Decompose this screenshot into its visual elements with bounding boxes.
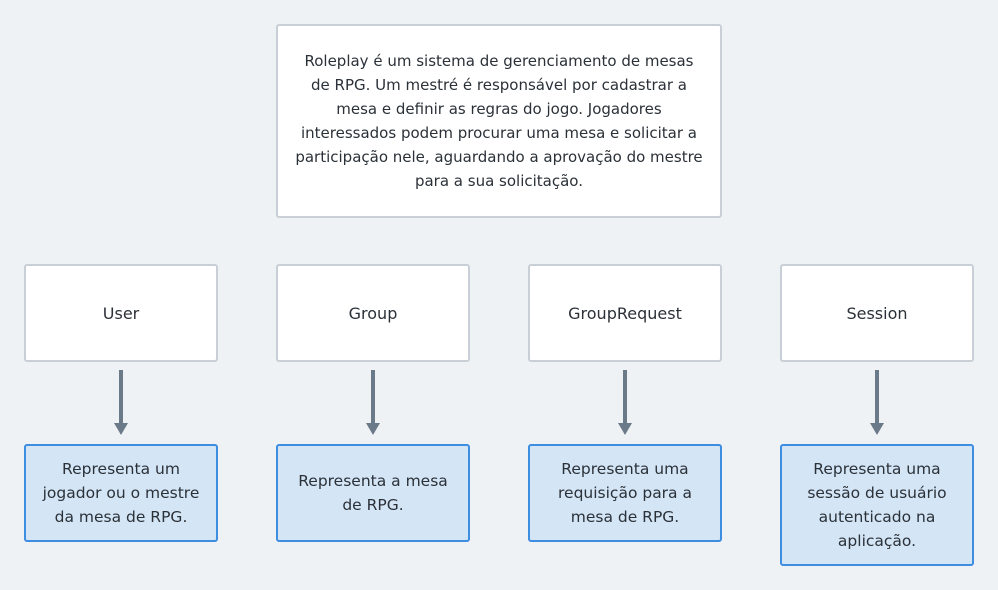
entity-box-session xyxy=(780,264,974,362)
entity-box-user xyxy=(24,264,218,362)
arrow-shaft xyxy=(875,370,879,425)
description-text-session: Representa uma sessão de usuário autenticado na aplicação. xyxy=(807,460,947,550)
description-box-group xyxy=(276,444,470,542)
description-text-user: Representa um jogador ou o mestre da mesa de RPG. xyxy=(42,460,200,526)
description-box-session xyxy=(780,444,974,566)
arrow-shaft xyxy=(623,370,627,425)
system-description-text: Roleplay é um sistema de gerenciamento de mesas de RPG. Um mestré é responsável por cadastrar a mesa e definir as regras do jogo. Jogadores interessados podem procurar uma mesa e solicitar a participação nele, aguardando a aprovação do mestre para a sua solicitação. xyxy=(295,52,703,190)
arrow-session xyxy=(870,370,884,435)
description-box-grouprequest xyxy=(528,444,722,542)
entity-label-session: Session xyxy=(846,303,908,323)
arrow-head xyxy=(870,423,884,435)
arrow-shaft xyxy=(119,370,123,425)
arrow-shaft xyxy=(371,370,375,425)
arrow-grouprequest xyxy=(618,370,632,435)
entity-box-group xyxy=(276,264,470,362)
arrow-user xyxy=(114,370,128,435)
arrow-head xyxy=(618,423,632,435)
entity-box-grouprequest xyxy=(528,264,722,362)
description-text-grouprequest: Representa uma requisição para a mesa de RPG. xyxy=(558,460,692,526)
arrow-head xyxy=(114,423,128,435)
description-text-group: Representa a mesa de RPG. xyxy=(298,472,448,514)
entity-label-grouprequest: GroupRequest xyxy=(568,303,682,323)
entity-label-group: Group xyxy=(348,303,398,323)
arrow-group xyxy=(366,370,380,435)
arrow-head xyxy=(366,423,380,435)
description-box-user xyxy=(24,444,218,542)
entity-label-user: User xyxy=(102,303,140,323)
system-description-box xyxy=(276,24,722,218)
